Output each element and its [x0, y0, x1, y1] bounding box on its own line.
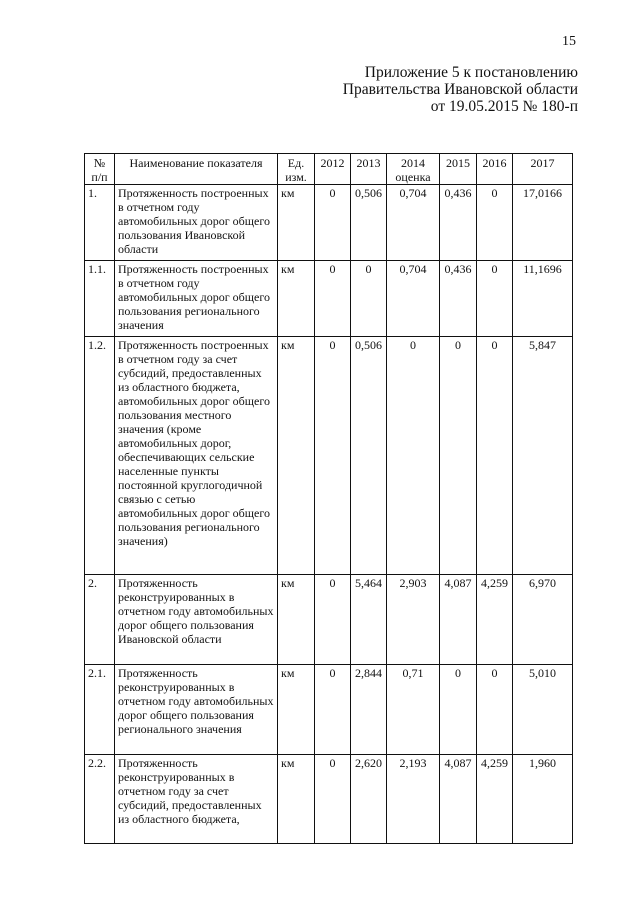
indicator-name: Протяженность построенных в отчетном году автомобильных дорог общего пользования регионального значения	[115, 261, 278, 337]
table-row	[85, 185, 573, 261]
column-header-2012: 2012	[315, 154, 351, 185]
value-2014: 0,704	[387, 261, 440, 337]
value-2014: 0	[387, 337, 440, 575]
value-2017: 17,0166	[513, 185, 573, 261]
value-2012: 0	[315, 337, 351, 575]
value-2017: 11,1696	[513, 261, 573, 337]
annex-header-line-3: от 19.05.2015 № 180-п	[430, 98, 578, 115]
value-2014: 0,704	[387, 185, 440, 261]
value-2013: 0,506	[351, 337, 387, 575]
value-2012: 0	[315, 755, 351, 844]
row-number: 1.2.	[85, 337, 115, 575]
column-header-2017: 2017	[513, 154, 573, 185]
value-2014: 0,71	[387, 665, 440, 755]
row-number: 1.	[85, 185, 115, 261]
table-header-row	[85, 154, 573, 185]
value-2013: 2,620	[351, 755, 387, 844]
annex-header-line-2: Правительства Ивановской области	[342, 81, 578, 98]
value-2016: 0	[477, 185, 513, 261]
value-2013: 0	[351, 261, 387, 337]
row-number: 2.	[85, 575, 115, 665]
unit-cell: км	[278, 665, 315, 755]
value-2016: 0	[477, 261, 513, 337]
value-2013: 2,844	[351, 665, 387, 755]
row-number: 2.1.	[85, 665, 115, 755]
table-row	[85, 261, 573, 337]
value-2016: 0	[477, 337, 513, 575]
value-2012: 0	[315, 665, 351, 755]
value-2012: 0	[315, 575, 351, 665]
value-2015: 4,087	[440, 755, 477, 844]
indicator-name: Протяженность реконструированных в отчетном году автомобильных дорог общего пользования Ивановской области	[115, 575, 278, 665]
table-row	[85, 755, 573, 844]
table-row	[85, 337, 573, 575]
value-2017: 5,010	[513, 665, 573, 755]
unit-cell: км	[278, 185, 315, 261]
unit-cell: км	[278, 575, 315, 665]
indicator-name: Протяженность построенных в отчетном году автомобильных дорог общего пользования Ивановской области	[115, 185, 278, 261]
value-2017: 5,847	[513, 337, 573, 575]
column-header-2016: 2016	[477, 154, 513, 185]
table-row	[85, 665, 573, 755]
page-number: 15	[562, 34, 576, 49]
row-number: 1.1.	[85, 261, 115, 337]
indicator-name: Протяженность реконструированных в отчетном году автомобильных дорог общего пользования регионального значения	[115, 665, 278, 755]
value-2016: 4,259	[477, 755, 513, 844]
column-header-2015: 2015	[440, 154, 477, 185]
unit-cell: км	[278, 337, 315, 575]
value-2014: 2,903	[387, 575, 440, 665]
indicators-table	[84, 153, 573, 844]
row-number: 2.2.	[85, 755, 115, 844]
value-2017: 6,970	[513, 575, 573, 665]
value-2016: 0	[477, 665, 513, 755]
indicator-name: Протяженность построенных в отчетном году за счет субсидий, предоставленных из областного бюджета, автомобильных дорог общего пользования местного значения (кроме автомобильных дорог, обеспечивающих сельские населенные пункты постоянной круглогодичной связью с сетью автомобильных дорог общего пользования регионального значения)	[115, 337, 278, 575]
column-header-2014: 2014 оценка	[387, 154, 440, 185]
column-header-unit: Ед. изм.	[278, 154, 315, 185]
value-2013: 0,506	[351, 185, 387, 261]
column-header-num: № п/п	[85, 154, 115, 185]
value-2017: 1,960	[513, 755, 573, 844]
unit-cell: км	[278, 261, 315, 337]
value-2012: 0	[315, 261, 351, 337]
indicator-name: Протяженность реконструированных в отчетном году за счет субсидий, предоставленных из областного бюджета,	[115, 755, 278, 844]
value-2015: 0,436	[440, 261, 477, 337]
table-row	[85, 575, 573, 665]
value-2014: 2,193	[387, 755, 440, 844]
value-2015: 0	[440, 665, 477, 755]
annex-header-line-1: Приложение 5 к постановлению	[364, 64, 578, 81]
value-2012: 0	[315, 185, 351, 261]
value-2015: 0	[440, 337, 477, 575]
value-2013: 5,464	[351, 575, 387, 665]
value-2016: 4,259	[477, 575, 513, 665]
annex-header	[258, 64, 578, 115]
unit-cell: км	[278, 755, 315, 844]
column-header-name: Наименование показателя	[115, 154, 278, 185]
value-2015: 0,436	[440, 185, 477, 261]
column-header-2013: 2013	[351, 154, 387, 185]
value-2015: 4,087	[440, 575, 477, 665]
